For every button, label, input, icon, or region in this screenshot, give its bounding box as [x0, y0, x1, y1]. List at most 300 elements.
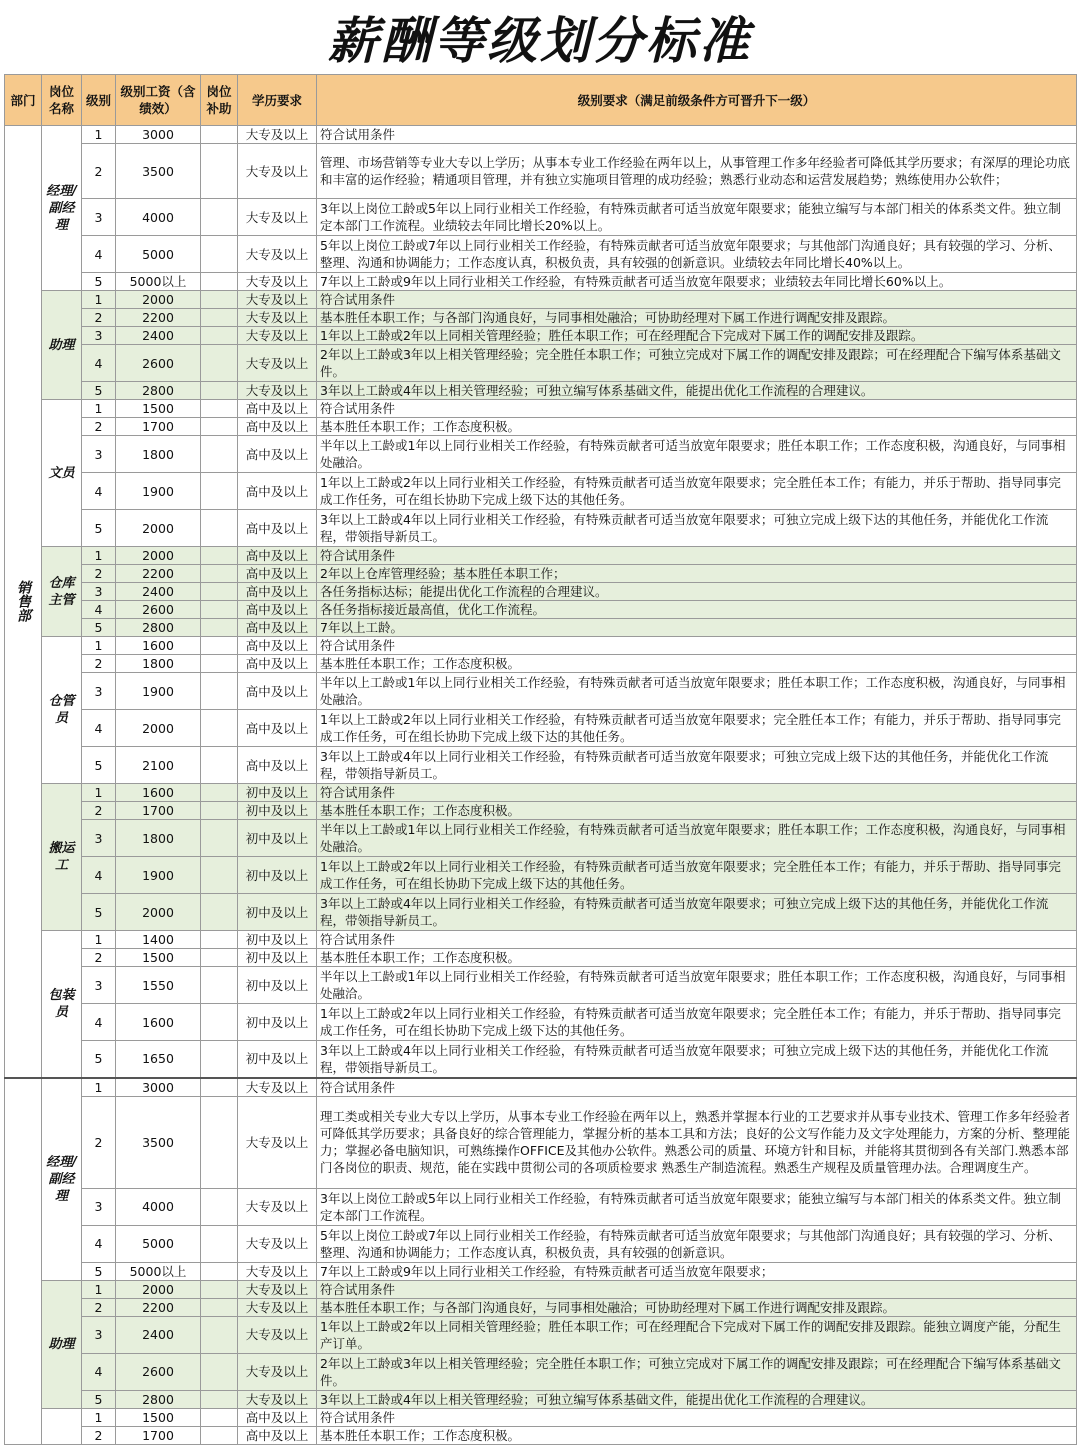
salary-cell: 2000: [116, 510, 201, 547]
salary-cell: 1500: [116, 1408, 201, 1426]
table-row: [5, 199, 1077, 236]
education-cell: 高中及以上: [238, 583, 317, 601]
level-cell: 2: [82, 1298, 116, 1316]
salary-cell: 1700: [116, 1426, 201, 1444]
education-cell: 大专及以上: [238, 144, 317, 199]
allowance-cell: [201, 1426, 238, 1444]
salary-cell: 1500: [116, 949, 201, 967]
level-cell: 4: [82, 1004, 116, 1041]
requirement-cell: 3年以上工龄或4年以上相关管理经验；可独立编写体系基础文件，能提出优化工作流程的合理建议。: [317, 382, 1077, 400]
header-position: 岗位名称: [42, 75, 82, 126]
salary-cell: 2400: [116, 327, 201, 345]
table-row: [5, 1188, 1077, 1225]
education-cell: 大专及以上: [238, 1078, 317, 1097]
position-cell: 仓库主管: [42, 547, 82, 637]
education-cell: 初中及以上: [238, 931, 317, 949]
salary-cell: 2400: [116, 1316, 201, 1353]
education-cell: 初中及以上: [238, 820, 317, 857]
salary-cell: 2000: [116, 1280, 201, 1298]
requirement-cell: 7年以上工龄或9年以上同行业相关工作经验，有特殊贡献者可适当放宽年限要求；: [317, 1262, 1077, 1280]
allowance-cell: [201, 1316, 238, 1353]
table-row: [5, 400, 1077, 418]
level-cell: 3: [82, 436, 116, 473]
requirement-cell: 基本胜任本职工作；工作态度积极。: [317, 655, 1077, 673]
allowance-cell: [201, 565, 238, 583]
position-cell: 经理/副经理: [42, 126, 82, 291]
allowance-cell: [201, 710, 238, 747]
header-salary: 级别工资（含绩效）: [116, 75, 201, 126]
requirement-cell: 7年以上工龄。: [317, 619, 1077, 637]
allowance-cell: [201, 144, 238, 199]
allowance-cell: [201, 236, 238, 273]
requirement-cell: 1年以上工龄或2年以上同相关管理经验；胜任本职工作；可在经理配合下完成对下属工作的调配安排及跟踪。能独立调度产能，分配生产订单。: [317, 1316, 1077, 1353]
table-row: [5, 1280, 1077, 1298]
allowance-cell: [201, 291, 238, 309]
salary-cell: 1700: [116, 418, 201, 436]
allowance-cell: [201, 547, 238, 565]
level-cell: 5: [82, 1390, 116, 1408]
allowance-cell: [201, 1298, 238, 1316]
table-row: [5, 309, 1077, 327]
table-row: [5, 637, 1077, 655]
salary-cell: 3500: [116, 1096, 201, 1188]
table-row: [5, 784, 1077, 802]
level-cell: 2: [82, 949, 116, 967]
education-cell: 高中及以上: [238, 565, 317, 583]
salary-cell: 1700: [116, 802, 201, 820]
requirement-cell: 5年以上岗位工龄或7年以上同行业相关工作经验，有特殊贡献者可适当放宽年限要求；与其他部门沟通良好；具有较强的学习、分析、整理、沟通和协调能力；工作态度认真，积极负责，具有较强的创新意识。: [317, 1225, 1077, 1262]
level-cell: 2: [82, 1426, 116, 1444]
page-title: 薪酬等级划分标准: [328, 12, 752, 70]
salary-cell: 2200: [116, 1298, 201, 1316]
table-row: [5, 1316, 1077, 1353]
salary-cell: 1550: [116, 967, 201, 1004]
requirement-cell: 2年以上工龄或3年以上相关管理经验；完全胜任本职工作；可独立完成对下属工作的调配安排及跟踪；可在经理配合下编写体系基础文件。: [317, 345, 1077, 382]
education-cell: 大专及以上: [238, 1225, 317, 1262]
requirement-cell: 基本胜任本职工作；工作态度积极。: [317, 1426, 1077, 1444]
level-cell: 5: [82, 382, 116, 400]
salary-grade-table: [4, 74, 1077, 1445]
table-row: [5, 565, 1077, 583]
header-dept: 部门: [5, 75, 42, 126]
allowance-cell: [201, 382, 238, 400]
salary-cell: 1900: [116, 673, 201, 710]
level-cell: 4: [82, 345, 116, 382]
salary-cell: 2800: [116, 619, 201, 637]
education-cell: 大专及以上: [238, 199, 317, 236]
salary-cell: 2000: [116, 710, 201, 747]
allowance-cell: [201, 619, 238, 637]
table-row: [5, 1298, 1077, 1316]
level-cell: 5: [82, 273, 116, 291]
salary-cell: 1600: [116, 637, 201, 655]
salary-cell: 2000: [116, 894, 201, 931]
table-row: [5, 601, 1077, 619]
table-row: [5, 857, 1077, 894]
level-cell: 4: [82, 473, 116, 510]
education-cell: 大专及以上: [238, 236, 317, 273]
education-cell: 初中及以上: [238, 967, 317, 1004]
table-body: [5, 126, 1077, 1445]
allowance-cell: [201, 1078, 238, 1097]
level-cell: 1: [82, 1078, 116, 1097]
requirement-cell: 符合试用条件: [317, 291, 1077, 309]
salary-cell: 1600: [116, 1004, 201, 1041]
salary-cell: 4000: [116, 199, 201, 236]
education-cell: 大专及以上: [238, 1280, 317, 1298]
education-cell: 高中及以上: [238, 400, 317, 418]
table-row: [5, 236, 1077, 273]
education-cell: 大专及以上: [238, 309, 317, 327]
salary-cell: 2000: [116, 547, 201, 565]
requirement-cell: 半年以上工龄或1年以上同行业相关工作经验，有特殊贡献者可适当放宽年限要求；胜任本职工作；工作态度积极，沟通良好，与同事相处融洽。: [317, 967, 1077, 1004]
allowance-cell: [201, 784, 238, 802]
education-cell: 大专及以上: [238, 1298, 317, 1316]
table-row: [5, 967, 1077, 1004]
level-cell: 3: [82, 820, 116, 857]
table-row: [5, 802, 1077, 820]
allowance-cell: [201, 473, 238, 510]
level-cell: 3: [82, 199, 116, 236]
education-cell: 大专及以上: [238, 1390, 317, 1408]
salary-cell: 2600: [116, 601, 201, 619]
table-row: [5, 547, 1077, 565]
allowance-cell: [201, 1390, 238, 1408]
table-row: [5, 673, 1077, 710]
header-allowance: 岗位补助: [201, 75, 238, 126]
salary-cell: 2400: [116, 583, 201, 601]
requirement-cell: 符合试用条件: [317, 1280, 1077, 1298]
education-cell: 大专及以上: [238, 327, 317, 345]
education-cell: 高中及以上: [238, 655, 317, 673]
allowance-cell: [201, 1096, 238, 1188]
education-cell: 高中及以上: [238, 747, 317, 784]
education-cell: 大专及以上: [238, 1262, 317, 1280]
requirement-cell: 符合试用条件: [317, 400, 1077, 418]
education-cell: 高中及以上: [238, 1408, 317, 1426]
header-education: 学历要求: [238, 75, 317, 126]
department-cell: [5, 1078, 42, 1445]
allowance-cell: [201, 967, 238, 1004]
level-cell: 4: [82, 236, 116, 273]
salary-cell: 2600: [116, 345, 201, 382]
table-row: [5, 710, 1077, 747]
education-cell: 大专及以上: [238, 273, 317, 291]
table-row: [5, 1262, 1077, 1280]
education-cell: 大专及以上: [238, 345, 317, 382]
requirement-cell: 5年以上岗位工龄或7年以上同行业相关工作经验，有特殊贡献者可适当放宽年限要求；与其他部门沟通良好；具有较强的学习、分析、整理、沟通和协调能力；工作态度认真，积极负责，具有较强的创新意识。业绩较去年同比增长40%以上。: [317, 236, 1077, 273]
table-row: [5, 473, 1077, 510]
salary-cell: 5000以上: [116, 273, 201, 291]
requirement-cell: 符合试用条件: [317, 637, 1077, 655]
allowance-cell: [201, 931, 238, 949]
allowance-cell: [201, 327, 238, 345]
level-cell: 1: [82, 547, 116, 565]
position-cell: 搬运工: [42, 784, 82, 931]
table-row: [5, 894, 1077, 931]
salary-cell: 5000以上: [116, 1262, 201, 1280]
education-cell: 高中及以上: [238, 418, 317, 436]
level-cell: 3: [82, 967, 116, 1004]
level-cell: 4: [82, 1353, 116, 1390]
allowance-cell: [201, 1280, 238, 1298]
allowance-cell: [201, 309, 238, 327]
level-cell: 1: [82, 1280, 116, 1298]
education-cell: 高中及以上: [238, 619, 317, 637]
allowance-cell: [201, 510, 238, 547]
level-cell: 4: [82, 710, 116, 747]
table-row: [5, 144, 1077, 199]
education-cell: 高中及以上: [238, 673, 317, 710]
education-cell: 初中及以上: [238, 894, 317, 931]
allowance-cell: [201, 199, 238, 236]
allowance-cell: [201, 655, 238, 673]
position-cell: 包装员: [42, 931, 82, 1078]
requirement-cell: 理工类或相关专业大专以上学历，从事本专业工作经验在两年以上，熟悉并掌握本行业的工艺要求并从事专业技术、管理工作多年经验者可降低其学历要求；具备良好的综合管理能力，掌握分析的基本工具和方法；良好的公文写作能力及文字处理能力，方案的分析、整理能力；掌握必备电脑知识，可熟练操作OFFICE及其他办公软件。熟悉公司的质量、环境方针和目标，并能将其贯彻到各有关部门.熟悉本部门各岗位的职责、规范，能在实践中贯彻公司的各项质检要求 熟悉生产制造流程。熟悉生产规程及质量管理办法。合理调度生产。: [317, 1096, 1077, 1188]
requirement-cell: 基本胜任本职工作；与各部门沟通良好，与同事相处融洽；可协助经理对下属工作进行调配安排及跟踪。: [317, 309, 1077, 327]
requirement-cell: 符合试用条件: [317, 126, 1077, 144]
allowance-cell: [201, 949, 238, 967]
education-cell: 初中及以上: [238, 784, 317, 802]
allowance-cell: [201, 1408, 238, 1426]
salary-cell: 3500: [116, 144, 201, 199]
position-cell: 文员: [42, 400, 82, 547]
salary-cell: 3000: [116, 1078, 201, 1097]
position-cell: [42, 1408, 82, 1444]
level-cell: 3: [82, 327, 116, 345]
level-cell: 3: [82, 1188, 116, 1225]
header-requirement: 级别要求（满足前级条件方可晋升下一级）: [317, 75, 1077, 126]
education-cell: 高中及以上: [238, 637, 317, 655]
education-cell: 大专及以上: [238, 1353, 317, 1390]
requirement-cell: 基本胜任本职工作；与各部门沟通良好，与同事相处融洽；可协助经理对下属工作进行调配安排及跟踪。: [317, 1298, 1077, 1316]
allowance-cell: [201, 126, 238, 144]
education-cell: 高中及以上: [238, 1426, 317, 1444]
allowance-cell: [201, 802, 238, 820]
education-cell: 大专及以上: [238, 126, 317, 144]
level-cell: 2: [82, 802, 116, 820]
level-cell: 2: [82, 418, 116, 436]
level-cell: 4: [82, 601, 116, 619]
requirement-cell: 3年以上工龄或4年以上同行业相关工作经验，有特殊贡献者可适当放宽年限要求；可独立完成上级下达的其他任务，并能优化工作流程，带领指导新员工。: [317, 1041, 1077, 1078]
education-cell: 高中及以上: [238, 510, 317, 547]
requirement-cell: 半年以上工龄或1年以上同行业相关工作经验，有特殊贡献者可适当放宽年限要求；胜任本职工作；工作态度积极，沟通良好，与同事相处融洽。: [317, 436, 1077, 473]
allowance-cell: [201, 345, 238, 382]
table-row: [5, 291, 1077, 309]
table-row: [5, 418, 1077, 436]
requirement-cell: 7年以上工龄或9年以上同行业相关工作经验，有特殊贡献者可适当放宽年限要求；业绩较去年同比增长60%以上。: [317, 273, 1077, 291]
position-cell: 助理: [42, 1280, 82, 1408]
allowance-cell: [201, 1225, 238, 1262]
position-cell: 助理: [42, 291, 82, 400]
education-cell: 大专及以上: [238, 1096, 317, 1188]
level-cell: 2: [82, 565, 116, 583]
position-cell: 经理/副经理: [42, 1078, 82, 1281]
allowance-cell: [201, 1262, 238, 1280]
salary-cell: 1650: [116, 1041, 201, 1078]
table-row: [5, 619, 1077, 637]
level-cell: 2: [82, 309, 116, 327]
education-cell: 高中及以上: [238, 436, 317, 473]
requirement-cell: 3年以上工龄或4年以上同行业相关工作经验，有特殊贡献者可适当放宽年限要求；可独立完成上级下达的其他任务，并能优化工作流程，带领指导新员工。: [317, 510, 1077, 547]
salary-cell: 2000: [116, 291, 201, 309]
salary-cell: 1900: [116, 857, 201, 894]
table-row: [5, 327, 1077, 345]
table-row: [5, 820, 1077, 857]
salary-cell: 2800: [116, 382, 201, 400]
allowance-cell: [201, 583, 238, 601]
requirement-cell: 符合试用条件: [317, 784, 1077, 802]
table-row: [5, 1353, 1077, 1390]
salary-cell: 1800: [116, 436, 201, 473]
requirement-cell: 符合试用条件: [317, 1408, 1077, 1426]
allowance-cell: [201, 1041, 238, 1078]
education-cell: 高中及以上: [238, 473, 317, 510]
requirement-cell: 1年以上工龄或2年以上同行业相关工作经验，有特殊贡献者可适当放宽年限要求；完全胜任本工作；有能力，并乐于帮助、指导同事完成工作任务，可在组长协助下完成上级下达的其他任务。: [317, 857, 1077, 894]
level-cell: 2: [82, 655, 116, 673]
salary-cell: 5000: [116, 236, 201, 273]
allowance-cell: [201, 857, 238, 894]
requirement-cell: 基本胜任本职工作；工作态度积极。: [317, 802, 1077, 820]
level-cell: 5: [82, 619, 116, 637]
level-cell: 1: [82, 931, 116, 949]
table-row: [5, 1390, 1077, 1408]
level-cell: 4: [82, 857, 116, 894]
salary-cell: 2600: [116, 1353, 201, 1390]
table-row: [5, 1225, 1077, 1262]
level-cell: 3: [82, 1316, 116, 1353]
level-cell: 5: [82, 894, 116, 931]
level-cell: 2: [82, 144, 116, 199]
allowance-cell: [201, 747, 238, 784]
allowance-cell: [201, 436, 238, 473]
table-row: [5, 436, 1077, 473]
requirement-cell: 符合试用条件: [317, 1078, 1077, 1097]
allowance-cell: [201, 894, 238, 931]
requirement-cell: 2年以上工龄或3年以上相关管理经验；完全胜任本职工作；可独立完成对下属工作的调配安排及跟踪；可在经理配合下编写体系基础文件。: [317, 1353, 1077, 1390]
salary-cell: 1400: [116, 931, 201, 949]
education-cell: 大专及以上: [238, 1188, 317, 1225]
requirement-cell: 3年以上工龄或4年以上相关管理经验；可独立编写体系基础文件，能提出优化工作流程的合理建议。: [317, 1390, 1077, 1408]
header-level: 级别: [82, 75, 116, 126]
salary-cell: 2100: [116, 747, 201, 784]
allowance-cell: [201, 400, 238, 418]
education-cell: 大专及以上: [238, 1316, 317, 1353]
table-row: [5, 510, 1077, 547]
level-cell: 4: [82, 1225, 116, 1262]
table-row: [5, 949, 1077, 967]
requirement-cell: 半年以上工龄或1年以上同行业相关工作经验，有特殊贡献者可适当放宽年限要求；胜任本职工作；工作态度积极，沟通良好，与同事相处融洽。: [317, 673, 1077, 710]
salary-cell: 2800: [116, 1390, 201, 1408]
allowance-cell: [201, 820, 238, 857]
table-row: [5, 931, 1077, 949]
education-cell: 初中及以上: [238, 949, 317, 967]
department-cell: 销售部: [5, 126, 42, 1078]
table-row: [5, 1004, 1077, 1041]
allowance-cell: [201, 1004, 238, 1041]
level-cell: 3: [82, 673, 116, 710]
level-cell: 1: [82, 126, 116, 144]
table-row: [5, 655, 1077, 673]
level-cell: 1: [82, 400, 116, 418]
requirement-cell: 3年以上岗位工龄或5年以上同行业相关工作经验，有特殊贡献者可适当放宽年限要求；能独立编写与本部门相关的体系类文件。独立制定本部门工作流程。业绩较去年同比增长20%以上。: [317, 199, 1077, 236]
table-header: [5, 75, 1077, 126]
education-cell: 初中及以上: [238, 857, 317, 894]
salary-cell: 1800: [116, 820, 201, 857]
requirement-cell: 各任务指标接近最高值，优化工作流程。: [317, 601, 1077, 619]
requirement-cell: 符合试用条件: [317, 547, 1077, 565]
salary-cell: 1900: [116, 473, 201, 510]
allowance-cell: [201, 273, 238, 291]
level-cell: 1: [82, 291, 116, 309]
salary-cell: 2200: [116, 565, 201, 583]
level-cell: 1: [82, 637, 116, 655]
salary-cell: 2200: [116, 309, 201, 327]
level-cell: 1: [82, 1408, 116, 1426]
allowance-cell: [201, 601, 238, 619]
level-cell: 5: [82, 510, 116, 547]
allowance-cell: [201, 673, 238, 710]
requirement-cell: 各任务指标达标；能提出优化工作流程的合理建议。: [317, 583, 1077, 601]
requirement-cell: 半年以上工龄或1年以上同行业相关工作经验，有特殊贡献者可适当放宽年限要求；胜任本职工作；工作态度积极，沟通良好，与同事相处融洽。: [317, 820, 1077, 857]
table-row: [5, 1426, 1077, 1444]
table-row: [5, 1096, 1077, 1188]
education-cell: 初中及以上: [238, 802, 317, 820]
table-row: [5, 345, 1077, 382]
allowance-cell: [201, 418, 238, 436]
position-cell: 仓管员: [42, 637, 82, 784]
salary-cell: 4000: [116, 1188, 201, 1225]
table-row: [5, 382, 1077, 400]
salary-cell: 1800: [116, 655, 201, 673]
allowance-cell: [201, 1353, 238, 1390]
allowance-cell: [201, 637, 238, 655]
requirement-cell: 3年以上岗位工龄或5年以上同行业相关工作经验，有特殊贡献者可适当放宽年限要求；能独立编写与本部门相关的体系类文件。独立制定本部门工作流程。: [317, 1188, 1077, 1225]
education-cell: 大专及以上: [238, 291, 317, 309]
salary-cell: 5000: [116, 1225, 201, 1262]
table-row: [5, 1408, 1077, 1426]
salary-cell: 1500: [116, 400, 201, 418]
salary-cell: 1600: [116, 784, 201, 802]
table-row: [5, 1078, 1077, 1097]
requirement-cell: 1年以上工龄或2年以上同行业相关工作经验，有特殊贡献者可适当放宽年限要求；完全胜任本工作；有能力，并乐于帮助、指导同事完成工作任务，可在组长协助下完成上级下达的其他任务。: [317, 473, 1077, 510]
level-cell: 1: [82, 784, 116, 802]
requirement-cell: 符合试用条件: [317, 931, 1077, 949]
table-row: [5, 583, 1077, 601]
requirement-cell: 1年以上工龄或2年以上同行业相关工作经验，有特殊贡献者可适当放宽年限要求；完全胜任本工作；有能力，并乐于帮助、指导同事完成工作任务，可在组长协助下完成上级下达的其他任务。: [317, 710, 1077, 747]
level-cell: 5: [82, 1262, 116, 1280]
education-cell: 高中及以上: [238, 601, 317, 619]
education-cell: 高中及以上: [238, 547, 317, 565]
education-cell: 大专及以上: [238, 382, 317, 400]
education-cell: 高中及以上: [238, 710, 317, 747]
requirement-cell: 2年以上仓库管理经验；基本胜任本职工作；: [317, 565, 1077, 583]
table-row: [5, 747, 1077, 784]
table-row: [5, 273, 1077, 291]
requirement-cell: 基本胜任本职工作；工作态度积极。: [317, 418, 1077, 436]
level-cell: 2: [82, 1096, 116, 1188]
salary-cell: 3000: [116, 126, 201, 144]
education-cell: 初中及以上: [238, 1004, 317, 1041]
requirement-cell: 3年以上工龄或4年以上同行业相关工作经验，有特殊贡献者可适当放宽年限要求；可独立完成上级下达的其他任务，并能优化工作流程，带领指导新员工。: [317, 747, 1077, 784]
level-cell: 3: [82, 583, 116, 601]
level-cell: 5: [82, 747, 116, 784]
requirement-cell: 基本胜任本职工作；工作态度积极。: [317, 949, 1077, 967]
requirement-cell: 1年以上工龄或2年以上同相关管理经验；胜任本职工作；可在经理配合下完成对下属工作的调配安排及跟踪。: [317, 327, 1077, 345]
table-row: [5, 126, 1077, 144]
requirement-cell: 3年以上工龄或4年以上同行业相关工作经验，有特殊贡献者可适当放宽年限要求；可独立完成上级下达的其他任务，并能优化工作流程，带领指导新员工。: [317, 894, 1077, 931]
education-cell: 初中及以上: [238, 1041, 317, 1078]
